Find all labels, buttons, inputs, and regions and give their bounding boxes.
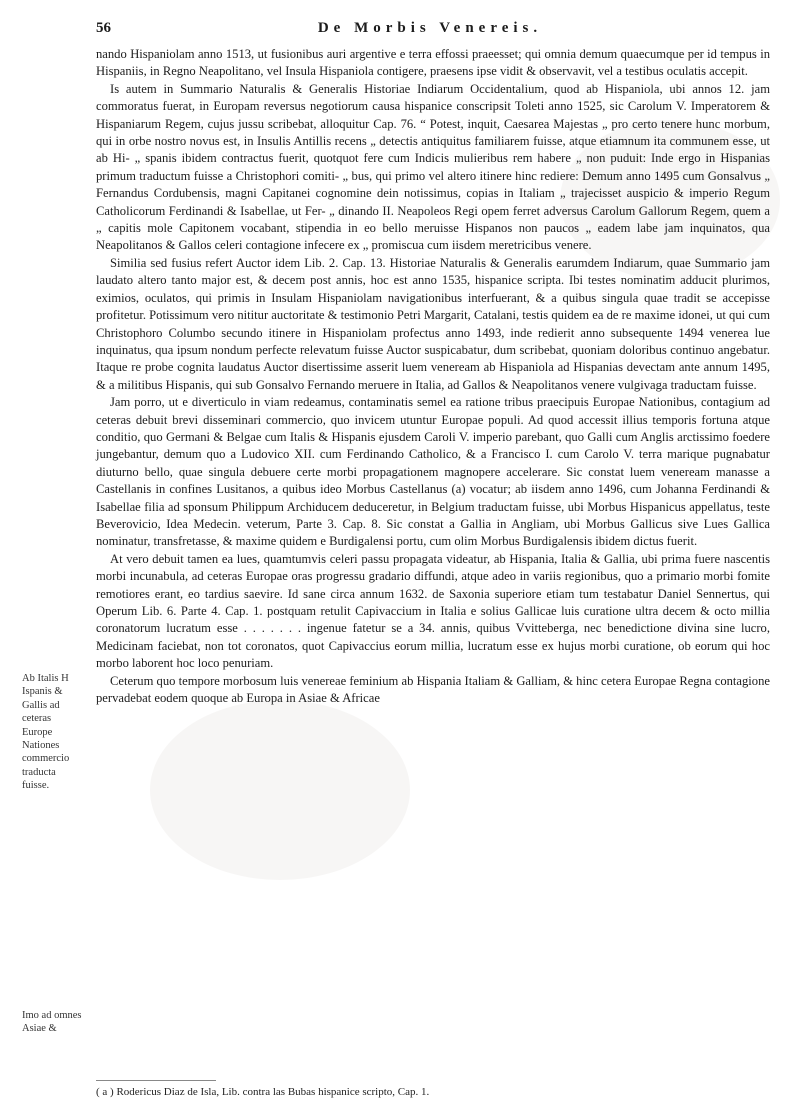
- footnote-rule: [96, 1080, 216, 1081]
- paragraph: Similia sed fusius refert Auctor idem Lib. 2. Cap. 13. Historiae Naturalis & Generalis earumdem Indiarum, quae Summario jam laudato altero tanto major est, & decem post annis, hoc est anno 1535, hispanice scripta. Ibi testes nominatim adducit plurimos, eximios, oculatos, qui primis in Insulam Hispaniolam navigationibus interfuerant, & a quibus singula quae tradit se accepisse profitetur. Potissimum vero nititur auctoritate & testimonio Petri Margarit, Catalani, testis quidem ea de re maxime idonei, ut qui cum Christophoro Columbo secundo itinere in Hispaniolam profectus anno 1493, inde redierit anno subsequente 1494 venerea lue inquinatus, qua ipsum nondum perfecte relevatum fuisse Auctor suspicabatur, dum scribebat, quoniam doloribus continuo angebatur. Itaque re probe cognita laudatus Auctor disertissime asserit luem veneream ab Hispaniola ad Hispanias devectam ante annum 1495, & a militibus Hispanis, qui sub Gonsalvo Fernando meruere in Italia, ad Gallos & Neapolitanos venere vulgivaga traductam fuisse.: [96, 255, 770, 392]
- running-head: De Morbis Venereis.: [317, 20, 543, 36]
- page-header: [96, 20, 764, 44]
- main-text: [96, 46, 770, 707]
- paragraph: Ceterum quo tempore morbosum luis venereae feminium ab Hispania Italiam & Galliam, & hinc cetera Europae Regna contagione pervadebat eodem quoque ab Europa in Asiae & Africae: [96, 673, 770, 706]
- page-number: 56: [96, 20, 111, 36]
- paragraph: Is autem in Summario Naturalis & Generalis Historiae Indiarum Occidentalium, quod ab Hispaniola, ubi annos 12. jam commoratus fuerat, in Europam reversus negotiorum causa hispanice conscripsit Toleti anno 1525, sic Carolum V. Imperatorem & Hispaniarum Regem, cujus jussu scribebat, alloquitur Cap. 76. “ Potest, inquit, Caesarea Majestas „ pro certo tenere hunc morbum, qui in orbe nostro novus est, in Insulis Antillis recens „ detectis antiquitus familiarem fuisse, atque etiamnum ita communem esse, ut ab Hi- „ spanis ibidem contractus fuerit, quotquot fere cum Indicis mulieribus rem habere „ non puduit: Inde ergo in Hispanias primum traductum fuisse a Christophori comiti- „ bus, qui primo vel altero itinere hinc rediere: Demum anno 1495 cum Gonsalvus „ Fernandus Cordubensis, magni Capitanei cognomine dein notissimus, copias in Italiam „ trajecisset auspicio & imperio Regum Catholicorum Ferdinandi & Isabellae, ut Fer- „ dinando II. Neapoleos Regi opem ferret adversus Carolum Gallorum Regem, quem a „ capitis mole Capitonem vocabant, stipendia in eo bello meruisse Hispanos non paucos „ eadem labe jam inquinatos, qua Neapolitanos & Gallos celeri contagione infecere ex „ promiscua cum iisdem meretricibus venere.: [96, 81, 770, 253]
- paragraph: Jam porro, ut e diverticulo in viam redeamus, contaminatis semel ea ratione tribus praecipuis Europae Nationibus, contagium ad ceteras debuit brevi disseminari commercio, quo invicem utuntur Europae populi. Ad quod accessit illius temporis fortuna atque conditio, quo Germani & Belgae cum Italis & Hispanis ejusdem Caroli V. imperio parebant, quo Galli cum Anglis arctissimo foedere jungebantur, demum quo a Ludovico XII. cum Ferdinando Catholico, & a Francisco I. cum Carolo V. terra marique pugnabatur diuturno bello, quae singula debuere certe morbi propagationem magnopere accelerare. Sic constat luem veneream manasse a Castellanis in confines Lusitanos, a quibus ideo Morbus Castellanus (a) vocatur; ab iisdem anno 1496, cum Johanna Ferdinandi & Isabellae filia ad sponsum Philippum Archiducem deduceretur, in Belgium traductam fuisse, ubi Morbus Hispanicus appellatus, teste Beverovicio, Idea Medecin. veterum, Parte 3. Cap. 8. Sic constat a Gallia in Angliam, ubi Morbus Gallicus sive Lues Gallica nominatur, transfretasse, & maxime quidem e Burdigalensi portu, cum olim Morbus Burdigalensis ibidem dictus fuerit.: [96, 395, 770, 549]
- margin-note: Ab Italis H Ispanis & Gallis ad ceteras Europe Nationes commercio traducta fuisse.: [22, 673, 70, 792]
- paper-stain: [150, 700, 410, 880]
- margin-note: Imo ad omnes Asiae &: [22, 1010, 82, 1035]
- paragraph: At vero debuit tamen ea lues, quamtumvis celeri passu propagata videatur, ab Hispania, Italia & Gallia, ubi prima fuere nascentis morbi incunabula, ad ceteras Europae oras progressu gradario diffundi, atque adeo in variis regionibus, quo a primario morbi fomite remotiores erant, eo tardius saevire. Id sane circa annum 1632. de Saxonia superiore etiam tum testabatur Daniel Sennertus, qui Operum Lib. 6. Parte 4. Cap. 1. postquam retulit Capivaccium in Italia e solius Gallicae luis curatione ultra decem & octo millia coronatorum lucratum esse . . . . . . . ingenue fatetur se a 34. annis, quibus Vvitteberga, nec benedictione divina sine lucro, Medicinam faciebat, non tot coronatos, quot Capivaccius eorum millia, lucratum esse ex hujus morbi curatione, ob eorum qui hoc morbo laborent hoc loco penuriam.: [96, 551, 770, 671]
- paragraph: nando Hispaniolam anno 1513, ut fusionibus auri argentive e terra effossi praeesset; qui omnia demum quaecumque per id tempus in Hispaniis, in Regno Neapolitano, vel Insula Hispaniola contigere, praesens ipse vidit & observavit, vel a testibus oculatis accepit.: [96, 47, 770, 79]
- footnote: ( a ) Rodericus Diaz de Isla, Lib. contra las Bubas hispanice scripto, Cap. 1.: [96, 1086, 430, 1098]
